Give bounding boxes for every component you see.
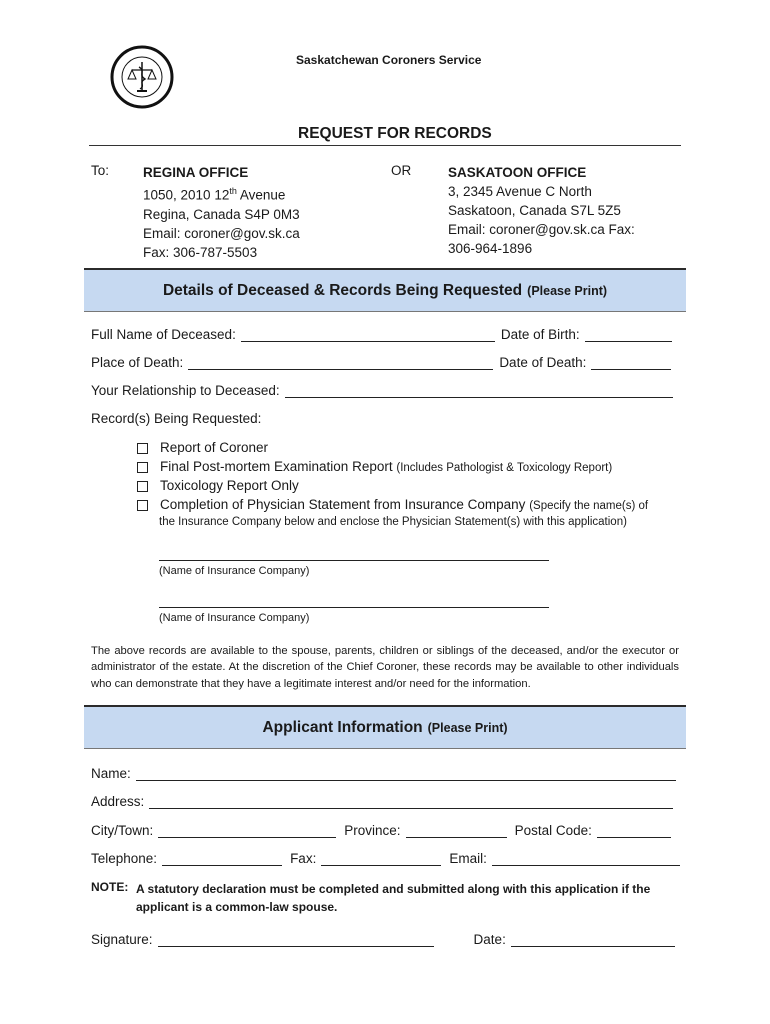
- record-option-physician-statement: Completion of Physician Statement from Insurance Company (Specify the name(s) of: [137, 497, 648, 512]
- regina-office-name: REGINA OFFICE: [143, 165, 249, 180]
- full-name-row: [91, 327, 672, 342]
- full-name-field[interactable]: [241, 328, 495, 342]
- insurance-company-caption-2: (Name of Insurance Company): [159, 612, 310, 624]
- regina-email: Email: coroner@gov.sk.ca: [143, 225, 300, 241]
- saskatoon-city: Saskatoon, Canada S7L 5Z5: [448, 203, 621, 218]
- signature-field[interactable]: [158, 933, 434, 947]
- insurance-company-field-1[interactable]: [159, 560, 549, 561]
- postal-code-field[interactable]: [597, 824, 671, 838]
- dob-label: Date of Birth:: [500, 327, 580, 342]
- city-label: City/Town:: [91, 823, 154, 838]
- relationship-label: Your Relationship to Deceased:: [91, 383, 280, 398]
- applicant-name-field[interactable]: [136, 767, 676, 781]
- applicant-address-row: [91, 794, 673, 809]
- record-option-postmortem: Final Post-mortem Examination Report (Includes Pathologist & Toxicology Report): [137, 459, 612, 474]
- signature-label: Signature:: [91, 932, 153, 947]
- relationship-row: [91, 383, 673, 398]
- saskatoon-address: 3, 2345 Avenue C North: [448, 184, 592, 199]
- place-of-death-label: Place of Death:: [91, 355, 184, 370]
- regina-city: Regina, Canada S4P 0M3: [143, 206, 300, 222]
- regina-office: [143, 163, 300, 262]
- org-name: Saskatchewan Coroners Service: [296, 53, 482, 67]
- section-deceased-sub: (Please Print): [527, 283, 608, 298]
- physician-statement-checkbox[interactable]: [137, 500, 148, 511]
- signature-row: [91, 932, 675, 947]
- telephone-field[interactable]: [162, 852, 282, 866]
- insurance-company-caption-1: (Name of Insurance Company): [159, 565, 310, 577]
- section-applicant-header: [84, 705, 686, 749]
- applicant-address-label: Address:: [91, 794, 145, 809]
- regina-fax: Fax: 306-787-5503: [143, 244, 258, 260]
- fax-field[interactable]: [321, 852, 441, 866]
- applicant-contact-row: [91, 851, 680, 866]
- availability-paragraph: The above records are available to the spouse, parents, children or siblings of the deceased, and/or the executor or administrator of the estate. At the discretion of the Chief Coroner, these records may be available to other individuals who can demonstrate that they have a legitimate interest and/or need for the information.: [91, 645, 679, 690]
- postmortem-checkbox[interactable]: [137, 462, 148, 473]
- applicant-city-row: [91, 823, 671, 838]
- coroners-service-seal: [110, 45, 174, 109]
- records-requested-label: Record(s) Being Requested:: [91, 411, 262, 426]
- saskatoon-office-name: SASKATOON OFFICE: [448, 165, 587, 180]
- section-deceased-title: Details of Deceased & Records Being Requested: [162, 281, 523, 299]
- coroner-report-checkbox[interactable]: [137, 443, 148, 454]
- date-of-death-field[interactable]: [591, 356, 671, 370]
- applicant-name-label: Name:: [91, 766, 131, 781]
- place-of-death-row: [91, 355, 671, 370]
- province-field[interactable]: [406, 824, 507, 838]
- saskatoon-office: [448, 163, 635, 258]
- city-field[interactable]: [158, 824, 336, 838]
- postal-code-label: Postal Code:: [514, 823, 592, 838]
- province-label: Province:: [344, 823, 401, 838]
- insurance-company-field-2[interactable]: [159, 607, 549, 608]
- saskatoon-fax: 306-964-1896: [448, 241, 533, 256]
- telephone-label: Telephone:: [91, 851, 158, 866]
- page-title: REQUEST FOR RECORDS: [298, 125, 492, 142]
- record-option-toxicology: Toxicology Report Only: [137, 478, 299, 493]
- fax-label: Fax:: [290, 851, 317, 866]
- note-text: A statutory declaration must be completed and submitted along with this application if the applicant is a common-law spouse.: [136, 882, 651, 914]
- title-rule: [89, 145, 681, 146]
- note-label: NOTE:: [91, 880, 129, 894]
- email-label: Email:: [449, 851, 487, 866]
- section-deceased-header: [84, 268, 686, 312]
- regina-address: 1050, 2010 12th Avenue: [143, 186, 286, 203]
- date-label: Date:: [473, 932, 506, 947]
- dob-field[interactable]: [585, 328, 672, 342]
- date-of-death-label: Date of Death:: [499, 355, 587, 370]
- section-applicant-title: Applicant Information: [262, 718, 423, 736]
- toxicology-checkbox[interactable]: [137, 481, 148, 492]
- physician-statement-note: the Insurance Company below and enclose the Physician Statement(s) with this application): [159, 516, 627, 528]
- or-label: OR: [391, 163, 412, 178]
- date-field[interactable]: [511, 933, 675, 947]
- applicant-name-row: [91, 766, 676, 781]
- full-name-label: Full Name of Deceased:: [91, 327, 236, 342]
- section-applicant-sub: (Please Print): [427, 720, 508, 735]
- saskatoon-email: Email: coroner@gov.sk.ca Fax:: [448, 222, 635, 237]
- record-option-coroner-report: Report of Coroner: [137, 440, 268, 455]
- applicant-address-field[interactable]: [149, 795, 673, 809]
- email-field[interactable]: [492, 852, 680, 866]
- relationship-field[interactable]: [285, 384, 673, 398]
- to-label: To:: [91, 163, 110, 178]
- place-of-death-field[interactable]: [188, 356, 493, 370]
